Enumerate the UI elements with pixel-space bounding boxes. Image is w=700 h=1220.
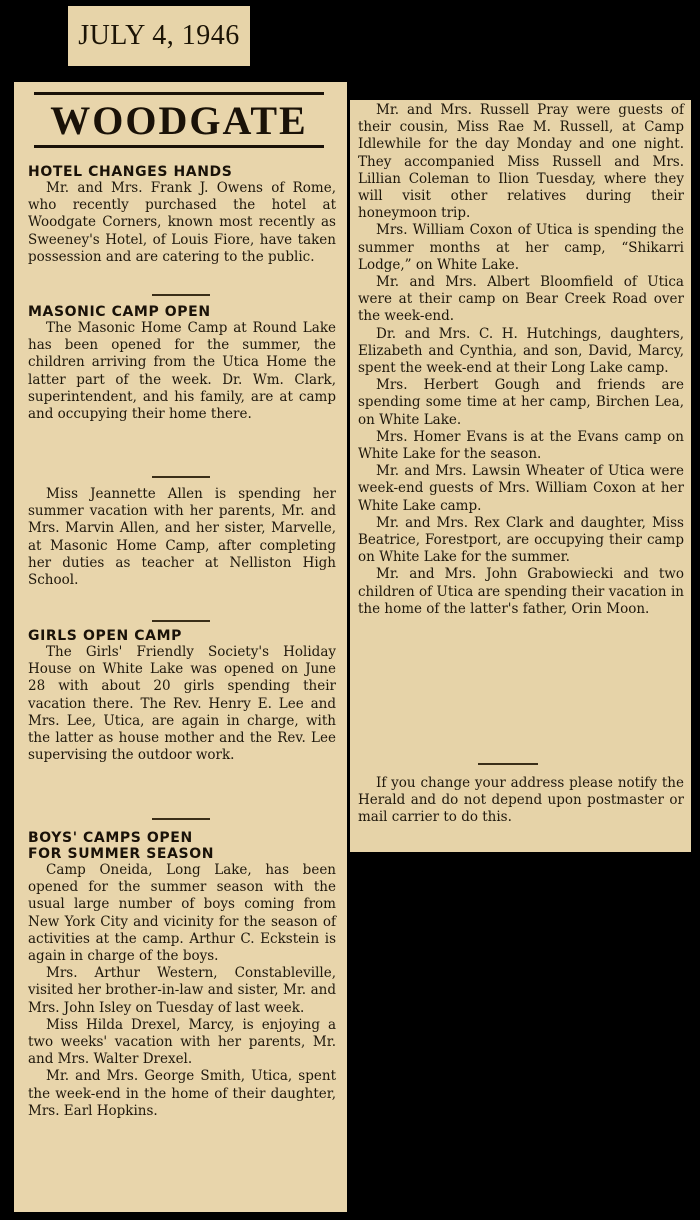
divider (152, 294, 210, 296)
masthead-title: WOODGATE (50, 97, 308, 143)
article-paragraph: Miss Hilda Drexel, Marcy, is enjoying a two weeks' vacation with her parents, Mr. and Mrs. Walter Drexel. (28, 1016, 336, 1068)
address-notice (358, 775, 684, 827)
headline-masonic: MASONIC CAMP OPEN (28, 304, 211, 320)
article-paragraph: Mr. and Mrs. Rex Clark and daughter, Miss Beatrice, Forestport, are occupying their camp on White Lake for the summer. (358, 514, 684, 566)
article-boys (28, 830, 336, 1120)
article-body: The Masonic Home Camp at Round Lake has been opened for the summer, the children arriving from the Utica Home the latter part of the week. Dr. Wm. Clark, superintendent, and his family, are at camp and occupying their home there. (28, 320, 336, 423)
article-paragraph: Mrs. Herbert Gough and friends are spending some time at her camp, Birchen Lea, on White Lake. (358, 377, 684, 428)
article-paragraph: Mrs. Homer Evans is at the Evans camp on White Lake for the season. (358, 428, 684, 463)
right-column (350, 100, 691, 852)
article-masonic (28, 304, 336, 423)
article-body: Mr. and Mrs. Frank J. Owens of Rome, who recently purchased the hotel at Woodgate Corners, known most recently as Sweeney's Hotel, of Louis Fiore, have taken possession and are catering to the public. (28, 180, 336, 265)
divider (152, 818, 210, 820)
date-clipping (68, 6, 250, 66)
article-body: Miss Jeannette Allen is spending her summer vacation with her parents, Mr. and Mrs. Marvin Allen, and her sister, Marvelle, at Masonic Home Camp, after completing her duties as teacher at Nelliston High School. (28, 486, 336, 589)
divider (152, 476, 210, 478)
article-paragraph: Camp Oneida, Long Lake, has been opened for the summer season with the usual large number of boys coming from New York City and vicinity for the season of activities at the camp. Arthur C. Eckstein is again in charge of the boys. (28, 862, 336, 965)
divider (152, 620, 210, 622)
article-paragraph: Mrs. William Coxon of Utica is spending the summer months at her camp, “Shikarri Lodge,” on White Lake. (358, 222, 684, 273)
article-paragraph: Mr. and Mrs. Russell Pray were guests of their cousin, Miss Rae M. Russell, at Camp Idlewhile for the day Monday and one night. They accompanied Miss Russell and Mrs. Lillian Coleman to Ilion Tuesday, where they will visit other relatives during their honeymoon trip. (358, 102, 684, 222)
divider (478, 763, 538, 765)
article-body: The Girls' Friendly Society's Holiday House on White Lake was opened on June 28 with about 20 girls spending their vacation there. The Rev. Henry E. Lee and Mrs. Lee, Utica, are again in charge, with the latter as house mother and the Rev. Lee supervising the outdoor work. (28, 644, 336, 764)
headline-boys-line2: FOR SUMMER SEASON (28, 846, 215, 862)
notice-text: If you change your address please notify the Herald and do not depend upon postmaster or mail carrier to do this. (358, 775, 684, 826)
article-hotel (28, 164, 336, 266)
article-paragraph: Dr. and Mrs. C. H. Hutchings, daughters, Elizabeth and Cynthia, and son, David, Marcy, spent the week-end at their Long Lake camp. (358, 325, 684, 377)
headline-girls: GIRLS OPEN CAMP (28, 628, 182, 644)
article-paragraph: Mr. and Mrs. John Grabowiecki and two children of Utica are spending their vacation in the home of the latter's father, Orin Moon. (358, 566, 684, 617)
social-notes (358, 102, 684, 618)
article-paragraph: Mr. and Mrs. Albert Bloomfield of Utica were at their camp on Bear Creek Road over the week-end. (358, 274, 684, 325)
masthead (34, 92, 324, 148)
headline-hotel: HOTEL CHANGES HANDS (28, 164, 233, 180)
article-paragraph: Mrs. Arthur Western, Constableville, visited her brother-in-law and sister, Mr. and Mrs. John Isley on Tuesday of last week. (28, 965, 336, 1016)
left-column (14, 82, 347, 1212)
article-allen (28, 486, 336, 589)
publication-date: JULY 4, 1946 (78, 20, 240, 51)
article-paragraph: Mr. and Mrs. Lawsin Wheater of Utica were week-end guests of Mrs. William Coxon at her White Lake camp. (358, 463, 684, 514)
article-paragraph: Mr. and Mrs. George Smith, Utica, spent the week-end in the home of their daughter, Mrs. Earl Hopkins. (28, 1068, 336, 1119)
article-girls (28, 628, 336, 764)
headline-boys-line1: BOYS' CAMPS OPEN (28, 830, 193, 846)
